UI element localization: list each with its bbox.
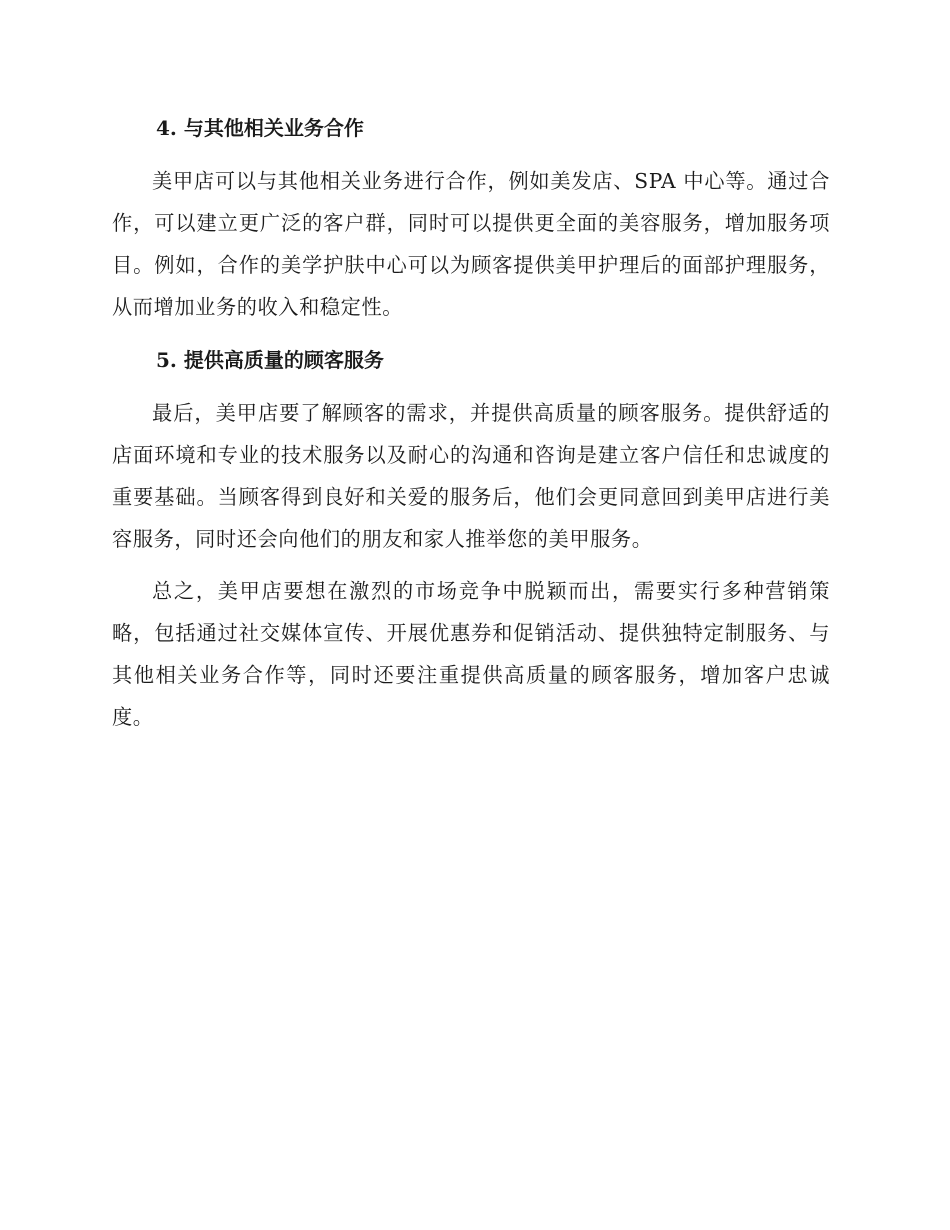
section-5-heading: 5. 提供高质量的顾客服务 (156, 348, 384, 372)
conclusion-paragraph: 总之，美甲店要想在激烈的市场竞争中脱颖而出，需要实行多种营销策略，包括通过社交媒体宣传、开展优惠券和促销活动、提供独特定制服务、与其他相关业务合作等，同时还要注重提供高质量的顾客服务，增加客户忠诚度。 (112, 579, 830, 729)
section-4-paragraph: 美甲店可以与其他相关业务进行合作，例如美发店、SPA 中心等。通过合作，可以建立更广泛的客户群，同时可以提供更全面的美容服务，增加服务项目。例如，合作的美学护肤中心可以为顾客提供美甲护理后的面部护理服务，从而增加业务的收入和稳定性。 (112, 169, 830, 319)
section-4-heading: 4. 与其他相关业务合作 (156, 116, 364, 140)
section-5-paragraph: 最后，美甲店要了解顾客的需求，并提供高质量的顾客服务。提供舒适的店面环境和专业的技术服务以及耐心的沟通和咨询是建立客户信任和忠诚度的重要基础。当顾客得到良好和关爱的服务后，他们会更同意回到美甲店进行美容服务，同时还会向他们的朋友和家人推举您的美甲服务。 (112, 401, 830, 551)
document-body (112, 110, 830, 738)
